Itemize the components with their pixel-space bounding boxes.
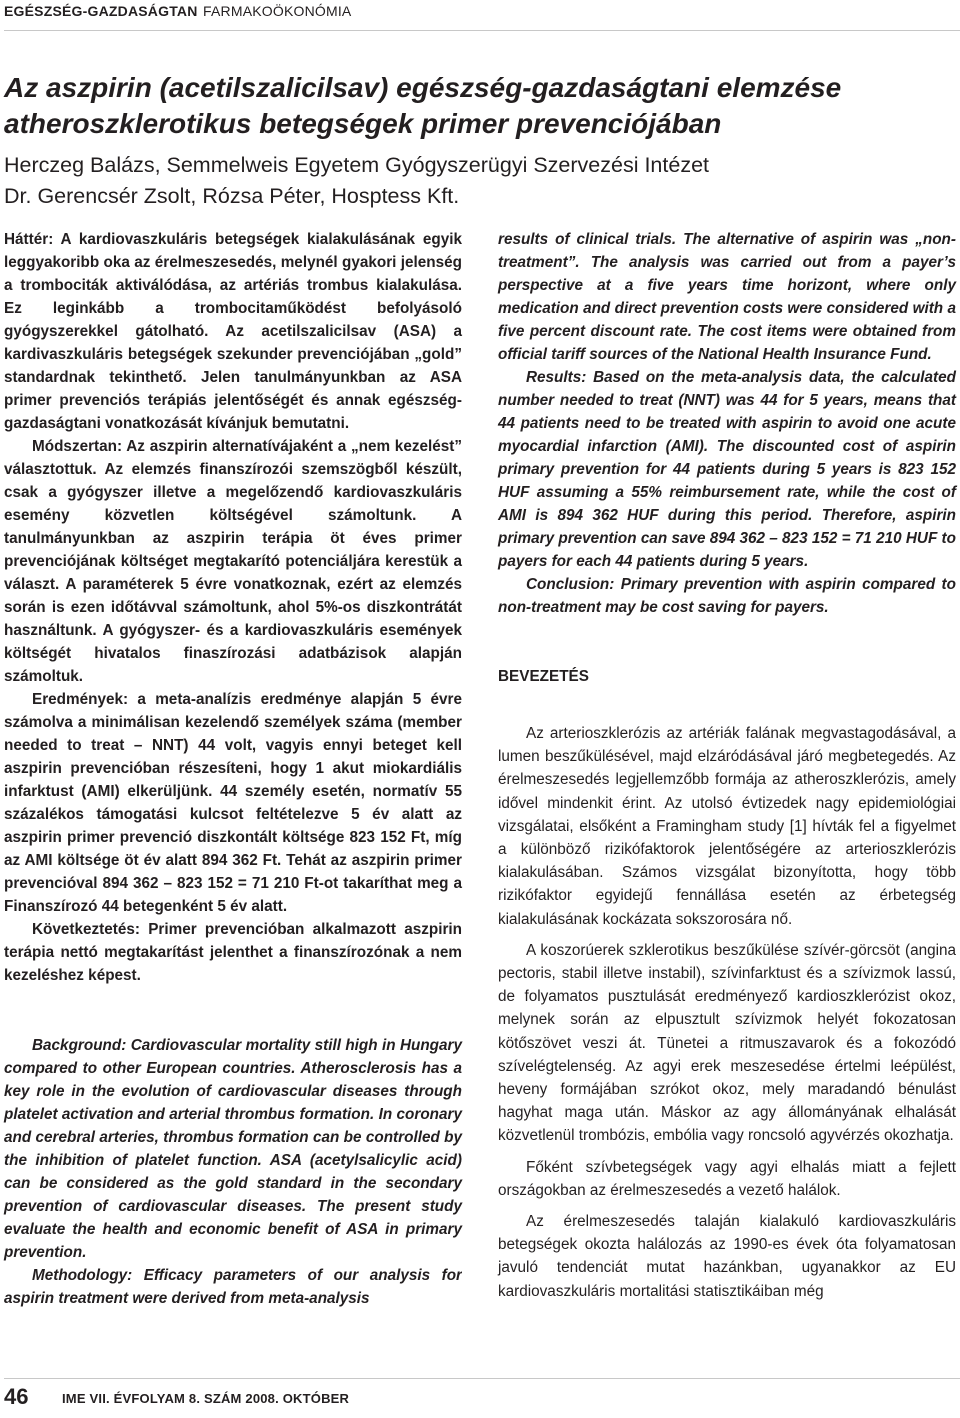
heading-gap bbox=[498, 688, 956, 722]
abstract-en-background: Background: Cardiovascular mortality still high in Hungary compared to other European countries. Atherosclerosis has a key role in the evolution of cardiovascular diseases through platelet activation and arterial thrombus formation. In coronary and cerebral arteries, thrombus formation can be controlled by the inhibition of platelet function. ASA (acetylsalicylic acid) can be considered as the gold standard in the secondary prevention of cardiovascular diseases. The present study evaluate the health and economic benefit of ASA in primary prevention. bbox=[4, 1037, 462, 1261]
para-gap-3 bbox=[498, 1202, 956, 1210]
left-column bbox=[4, 228, 462, 1310]
heading-spacer bbox=[498, 619, 956, 665]
body-paragraph-1: Az arterioszklerózis az artériák falának megvastagodásával, a lumen beszűkülésével, majd elzáródásával járó megbetegedés. Az érelmeszesedés legjellemzőbb formája az atheroszklerózis, amely idővel mindenkit érint. Az utolsó évtizedek nagy epidemiológiai vizsgálatai, elsőként a Framingham study [1] hívták fel a figyelmet a különböző rizikófaktorok jelentőségére az arterioszklerózis kialakulásában. Számos vizsgálat bizonyította, hogy több rizikófaktor egyidejű fennállása esetén az érbetegség kialakulásának kockázata sokszorosára nő. bbox=[498, 725, 956, 928]
authors-line-2: Dr. Gerencsér Zsolt, Rózsa Péter, Hosptess Kft. bbox=[4, 184, 460, 208]
abstract-spacer bbox=[4, 987, 462, 1034]
abstract-hu-hatter: Háttér: A kardiovaszkuláris betegségek kialakulásának egyik leggyakoribb oka az érelmeszesedés, melynél gyakori jelenség a trombociták aktiválódása, az artériás trombus kialakulása. Ez leginkább a trombocitaműködést befolyásoló gyógyszerekkel gátolható. Az acetilszalicilsav (ASA) a kardivaszkuláris betegségek szekunder prevenciójában „gold” standardnak tekinthető. Jelen tanulmányunkban az ASA primer prevenciós terápiás jelentőségét és annak egészség-gazdaságtani vonatkozását kívánjuk bemutatni. bbox=[4, 231, 462, 432]
abstract-en-methodology-cont: results of clinical trials. The alternative of aspirin was „non-treatment”. The analysis was carried out from a payer’s perspective at a five years time horizont, where only medication and direct prevention costs were considered with a five percent discount rate. The cost items were obtained from official tariff sources of the National Health Insurance Fund. bbox=[498, 231, 956, 363]
abstract-en-results: Results: Based on the meta-analysis data, the calculated number needed to treat (NNT) was 44 for 5 years, means that 44 patients need to be treated with aspirin to avoid one acute myocardial infarction (AMI). The discounted cost of aspirin primary prevention for 44 patients during 5 years is 823 152 HUF assuming a 55% reimbursement rate, while the cost of AMI is 894 362 HUF during this period. Therefore, aspirin primary prevention can save 894 362 – 823 152 = 71 210 HUF to payers for each 44 patients during 5 years. bbox=[498, 369, 956, 570]
body-paragraph-2: A koszorúerek szklerotikus beszűkülése szívér-görcsöt (angina pectoris, stabil illetve instabil), szívinfarktust és a szívizmok lassú, de folyamatos pusztulását eredményező kardioszklerózist okoz, melynek során az elpusztult szívizmok helyét fokozatosan kötőszövet veszi át. Tünetei a ritmuszavarok és a fokozódó szívelégtelenség. Az agyi erek meszesedése értelmi leépülést, heveny formájában szrókot okoz, mely maradandó bénulást hagyhat maga után. Máskor az agy állományának elhalását közvetlenül trombózis, embólia vagy roncsoló agyvérzés okozhatja. bbox=[498, 941, 956, 1145]
right-column bbox=[498, 228, 956, 1303]
body-paragraph-4: Az érelmeszesedés talaján kialakuló kardiovaszkuláris betegségek okozta halálozás az 1990-es évek óta folyamatosan javuló tendenciát mutat hazánkban, ugyanakkor az EU kardiovaszkuláris mortalitási statisztikáiban még bbox=[498, 1213, 956, 1300]
abstract-hu-kovetkeztetes: Következtetés: Primer prevencióban alkalmazott aszpirin terápia nettó megtakarítást jelenthet a finanszírozónak a nem kezeléshez képest. bbox=[4, 921, 462, 984]
abstract-en-conclusion: Conclusion: Primary prevention with aspirin compared to non-treatment may be cost saving for payers. bbox=[498, 576, 956, 616]
subsection-label: FARMAKOÖKONÓMIA bbox=[203, 3, 352, 19]
journal-info: IME VII. ÉVFOLYAM 8. SZÁM 2008. OKTÓBER bbox=[62, 1391, 350, 1406]
header-rule bbox=[4, 30, 960, 31]
abstract-hu-eredmenyek: Eredmények: a meta-analízis eredménye alapján 5 évre számolva a minimálisan kezelendő személyek száma (member needed to treat – NNT) 44 volt, vagyis ennyi beteget kell aszpirin prevencióban részesíteni, hogy 1 akut miokardiális infarktust (AMI) elkerüljünk. 44 személy esetén, normatív 55 százalékos támogatási kulcsot feltételezve 5 év alatt az aszpirin primer prevenció diszkontált költsége 823 152 Ft, míg az AMI költsége öt év alatt 894 362 Ft. Tehát az aszpirin primer prevencióval 894 362 – 823 152 = 71 210 Ft-ot takaríthat meg a Finanszírozó 44 betegenként 5 év alatt. bbox=[4, 691, 462, 915]
authors-line-1: Herczeg Balázs, Semmelweis Egyetem Gyógyszerügyi Szervezési Intézet bbox=[4, 153, 709, 177]
section-label: EGÉSZSÉG-GAZDASÁGTAN bbox=[4, 3, 198, 19]
para-gap-1 bbox=[498, 931, 956, 939]
section-heading-bevezetes: BEVEZETÉS bbox=[498, 668, 589, 685]
body-paragraph-3: Főként szívbetegségek vagy agyi elhalás miatt a fejlett országokban az érelmeszesedés a vezető halálok. bbox=[498, 1158, 956, 1199]
footer-rule bbox=[4, 1378, 960, 1379]
abstract-en-methodology: Methodology: Efficacy parameters of our analysis for aspirin treatment were derived from meta-analysis bbox=[4, 1267, 462, 1307]
article-title: Az aszpirin (acetilszalicilsav) egészség-gazdaságtani elemzése atheroszklerotikus betegségek primer prevenciójában bbox=[4, 72, 842, 139]
page-footer bbox=[0, 1378, 960, 1418]
authors-block bbox=[4, 150, 954, 212]
para-gap-2 bbox=[498, 1148, 956, 1156]
abstract-hu-modszertan: Módszertan: Az aszpirin alternatívájaként a „nem kezelést” választottuk. Az elemzés finanszírozói szemszögből készült, csak a gyógyszer illetve a megelőzendő kardiovaszkuláris esemény közvetlen költségével számoltunk. A tanulmányunkban az aszpirin terápia öt éves primer prevenciójának költséget megtakarító potenciáljára kerestük a választ. A paraméterek 5 évre vonatkoznak, ezért az elemzés során is ezen időtávval számoltunk, ahol 5%-os diszkontrátát használtunk. A gyógyszer- és a kardiovaszkuláris események költségét hivatalos finaszírozási adatbázisok alapján számoltuk. bbox=[4, 438, 462, 685]
running-header bbox=[0, 0, 960, 22]
page-number: 46 bbox=[4, 1384, 29, 1409]
